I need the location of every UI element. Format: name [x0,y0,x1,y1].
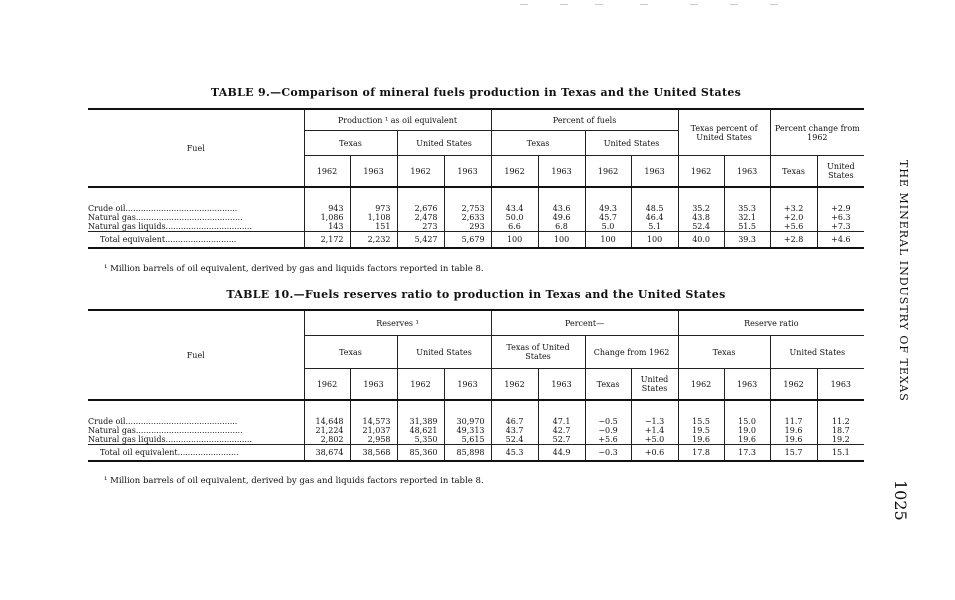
table-cell: 49.6 [538,213,585,222]
year-header: 1963 [538,369,585,401]
table-cell: −0.9 [585,426,631,435]
year-header: 1963 [444,156,491,188]
table-cell: 14,648 [304,417,350,426]
table-cell: 2,172 [304,232,350,249]
row-label: Natural gas liquids.................................. [88,222,304,232]
table-cell: 49.3 [585,204,631,213]
table-cell: 17.3 [724,445,770,462]
total-row [88,445,864,462]
table-cell: 2,676 [397,204,444,213]
year-header: 1963 [444,369,491,401]
table-cell: 5,615 [444,435,491,445]
table-cell: 19.6 [770,426,817,435]
table-cell: +6.3 [817,213,864,222]
col-fuel-header: Fuel [88,109,304,187]
table-cell: 11.7 [770,417,817,426]
table-cell: 15.5 [678,417,724,426]
table-cell: 2,753 [444,204,491,213]
header-percent-change: Percent change from 1962 [770,109,864,156]
table-cell: +1.4 [631,426,678,435]
table-cell: 19.5 [678,426,724,435]
table-cell: 45.3 [491,445,538,462]
table-cell: +3.2 [770,204,817,213]
table9-title: TABLE 9.—Comparison of mineral fuels production in Texas and the United States [210,86,742,99]
table-cell: 49,313 [444,426,491,435]
total-row [88,232,864,249]
year-header: 1962 [491,156,538,188]
row-label: Natural gas liquids.................................. [88,435,304,445]
table9 [88,108,864,249]
table-cell: 143 [304,222,350,232]
table-row [88,426,864,435]
table-cell: 5,679 [444,232,491,249]
subheader-texas: Texas [585,369,631,401]
table-cell: 19.2 [817,435,864,445]
table-cell: 85,898 [444,445,491,462]
table-cell: 43.4 [491,204,538,213]
table-cell: +2.8 [770,232,817,249]
subheader-texas: Texas [304,131,397,156]
year-header: 1963 [631,156,678,188]
table-cell: −0.3 [585,445,631,462]
subheader-us: United States [397,131,491,156]
subheader-texas-of-us: Texas of United States [491,336,585,369]
table-cell: 48,621 [397,426,444,435]
header-reserve-ratio: Reserve ratio [678,310,864,336]
table-cell: 42.7 [538,426,585,435]
table-cell: 100 [538,232,585,249]
header-texas-percent-us: Texas percent of United States [678,109,770,156]
table-cell: 44.9 [538,445,585,462]
header-percent-of-fuels: Percent of fuels [491,109,678,131]
row-label: Crude oil............................................ [88,204,304,213]
subheader-texas: Texas [304,336,397,369]
table-cell: 14,573 [350,417,397,426]
table-cell: +5.0 [631,435,678,445]
table-cell: 40.0 [678,232,724,249]
subheader-us: United States [770,336,864,369]
table-cell: +5.6 [585,435,631,445]
table-row [88,204,864,213]
table-cell: 1,086 [304,213,350,222]
table10 [88,309,864,462]
subheader-us: United States [397,336,491,369]
table-cell: +5.6 [770,222,817,232]
table-cell: 5,350 [397,435,444,445]
table-cell: 973 [350,204,397,213]
table9-footnote: ¹ Million barrels of oil equivalent, derived by gas and liquids factors reported in table 8. [104,264,484,274]
year-header: 1963 [350,369,397,401]
table-cell: 43.6 [538,204,585,213]
table-cell: 46.7 [491,417,538,426]
row-label: Natural gas.......................................... [88,426,304,435]
table-cell: 17.8 [678,445,724,462]
table-cell: 31,389 [397,417,444,426]
row-label: Natural gas.......................................... [88,213,304,222]
table-cell: 6.8 [538,222,585,232]
year-header: 1962 [678,369,724,401]
subheader-texas: Texas [491,131,585,156]
year-header: 1962 [678,156,724,188]
row-label: Total equivalent............................ [88,232,304,249]
table-cell: 19.6 [770,435,817,445]
table-cell: +4.6 [817,232,864,249]
table-cell: 52.4 [678,222,724,232]
table-row [88,435,864,445]
table-cell: +2.0 [770,213,817,222]
subheader-us: United States [817,156,864,188]
table-cell: 1,108 [350,213,397,222]
table-cell: 48.5 [631,204,678,213]
table-cell: 100 [631,232,678,249]
table-cell: −0.5 [585,417,631,426]
subheader-texas: Texas [678,336,770,369]
table-cell: 273 [397,222,444,232]
table-cell: 51.5 [724,222,770,232]
table-cell: 11.2 [817,417,864,426]
table-cell: +2.9 [817,204,864,213]
year-header: 1962 [585,156,631,188]
table-cell: 19.6 [724,435,770,445]
table-cell: 2,633 [444,213,491,222]
table-cell: 15.7 [770,445,817,462]
table-row [88,213,864,222]
table-cell: +0.6 [631,445,678,462]
year-header: 1963 [350,156,397,188]
table-cell: 39.3 [724,232,770,249]
table-cell: 15.1 [817,445,864,462]
table-row [88,222,864,232]
table-cell: 52.7 [538,435,585,445]
year-header: 1962 [304,369,350,401]
subheader-change: Change from 1962 [585,336,678,369]
table-cell: 35.3 [724,204,770,213]
year-header: 1963 [817,369,864,401]
col-fuel-header: Fuel [88,310,304,400]
table-cell: 15.0 [724,417,770,426]
table-cell: 293 [444,222,491,232]
table-cell: 38,568 [350,445,397,462]
year-header: 1962 [770,369,817,401]
table-cell: 85,360 [397,445,444,462]
table-cell: 45.7 [585,213,631,222]
table-cell: 38,674 [304,445,350,462]
table-cell: 18.7 [817,426,864,435]
table-cell: +7.3 [817,222,864,232]
table-cell: 52.4 [491,435,538,445]
subheader-us: United States [631,369,678,401]
subheader-texas: Texas [770,156,817,188]
year-header: 1963 [724,369,770,401]
table-cell: 2,478 [397,213,444,222]
year-header: 1962 [397,369,444,401]
table-row [88,417,864,426]
table10-title: TABLE 10.—Fuels reserves ratio to production in Texas and the United States [226,288,726,301]
year-header: 1962 [491,369,538,401]
table-cell: 19.6 [678,435,724,445]
row-label: Crude oil............................................ [88,417,304,426]
year-header: 1962 [397,156,444,188]
table10-footnote: ¹ Million barrels of oil equivalent, derived by gas and liquids factors reported in table 8. [104,476,484,486]
page-number: 1025 [891,480,910,521]
table-cell: 100 [585,232,631,249]
header-reserves: Reserves ¹ [304,310,491,336]
table-cell: 21,037 [350,426,397,435]
table-cell: 32.1 [724,213,770,222]
table-cell: 30,970 [444,417,491,426]
table-cell: 21,224 [304,426,350,435]
table-cell: 100 [491,232,538,249]
table-cell: 46.4 [631,213,678,222]
table-cell: 43.8 [678,213,724,222]
table-cell: 50.0 [491,213,538,222]
table-cell: 5.0 [585,222,631,232]
table-cell: 35.2 [678,204,724,213]
table-cell: 5.1 [631,222,678,232]
running-head: THE MINERAL INDUSTRY OF TEXAS [897,160,910,402]
table-cell: 2,802 [304,435,350,445]
year-header: 1962 [304,156,350,188]
year-header: 1963 [724,156,770,188]
table-cell: −1.3 [631,417,678,426]
header-production: Production ¹ as oil equivalent [304,109,491,131]
table-cell: 6.6 [491,222,538,232]
table-cell: 5,427 [397,232,444,249]
table-cell: 151 [350,222,397,232]
table-cell: 2,958 [350,435,397,445]
header-percent: Percent— [491,310,678,336]
table-cell: 943 [304,204,350,213]
year-header: 1963 [538,156,585,188]
table-cell: 47.1 [538,417,585,426]
table-cell: 43.7 [491,426,538,435]
row-label: Total oil equivalent........................ [88,445,304,462]
subheader-us: United States [585,131,678,156]
scan-specks [520,2,790,10]
table-cell: 19.0 [724,426,770,435]
table-cell: 2,232 [350,232,397,249]
